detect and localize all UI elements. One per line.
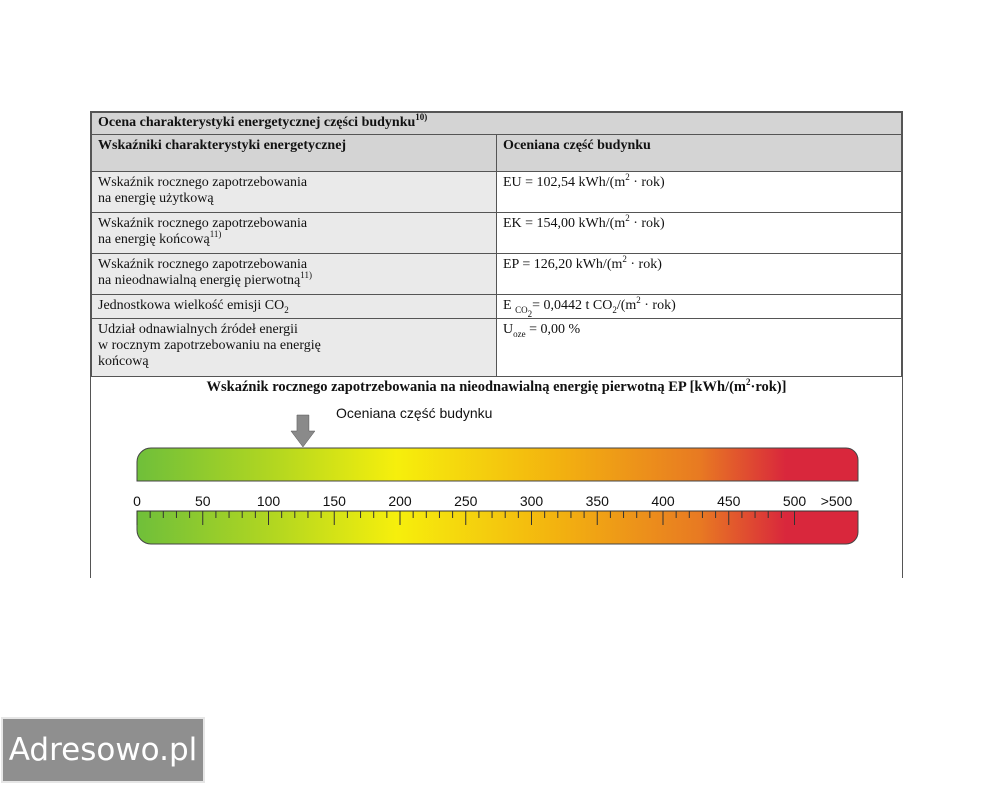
energy-scale xyxy=(91,397,902,572)
tick-label: 250 xyxy=(454,493,478,509)
tick-label: 400 xyxy=(651,493,675,509)
eu-label: Wskaźnik rocznego zapotrzebowania na energię użytkową xyxy=(92,172,497,213)
arrow-label: Oceniana część budynku xyxy=(336,405,493,421)
ek-value: EK = 154,00 kWh/$(m^2 \cdot rok)$ xyxy=(497,213,902,254)
adresowo-watermark: Adresowo.pl xyxy=(1,717,205,783)
co2-label: Jednostkowa wielkość emisji $CO_2$ xyxy=(92,295,497,319)
tick-label: 50 xyxy=(194,493,211,509)
tick-label: 0 xyxy=(133,493,141,509)
tick-label: 300 xyxy=(519,493,544,509)
ep-arrow-marker xyxy=(291,415,315,447)
header-indicators: Wskaźniki charakterystyki energetycznej xyxy=(92,135,497,172)
ep-label: Wskaźnik rocznego zapotrzebowania na nieodnawialną energię pierwotną$^{11)}$ xyxy=(92,254,497,295)
oze-label: Udział odnawialnych źródeł energii w rocznym zapotrzebowaniu na energię końcową xyxy=(92,319,497,377)
tick-label: 450 xyxy=(717,493,741,509)
ep-value: EP = 126,20 kWh/$(m^2 \cdot rok)$ xyxy=(497,254,902,295)
tick-label: 350 xyxy=(585,493,609,509)
energy-table xyxy=(91,112,902,377)
energy-certificate-section xyxy=(90,111,903,578)
tick-label: 200 xyxy=(388,493,412,509)
tick-label: 500 xyxy=(782,493,807,509)
eu-value: EU = 102,54 kWh/$(m^2 \cdot rok)$ xyxy=(497,172,902,213)
tick-label: 100 xyxy=(256,493,281,509)
header-building-part: Oceniana część budynku xyxy=(497,135,902,172)
tick-label: 150 xyxy=(322,493,346,509)
co2-value: E $_{CO_2}$= 0,0442 t $CO_2/(m^2 \cdot rok)$ xyxy=(497,295,902,319)
scale-bar-top xyxy=(137,448,858,481)
scale-bar-bottom xyxy=(137,511,858,544)
ek-label: Wskaźnik rocznego zapotrzebowania na energię końcową$^{11)}$ xyxy=(92,213,497,254)
scale-title: Wskaźnik rocznego zapotrzebowania na nieodnawialną energię pierwotną EP $[kWh/(m^2\cdot rok)]$ xyxy=(206,377,787,395)
oze-value: $U_{oze} = 0,00$ % xyxy=(497,319,902,377)
section-title: Ocena charakterystyki energetycznej części budynku$^{10)}$ xyxy=(92,113,902,135)
tick-label: >500 xyxy=(820,493,853,509)
